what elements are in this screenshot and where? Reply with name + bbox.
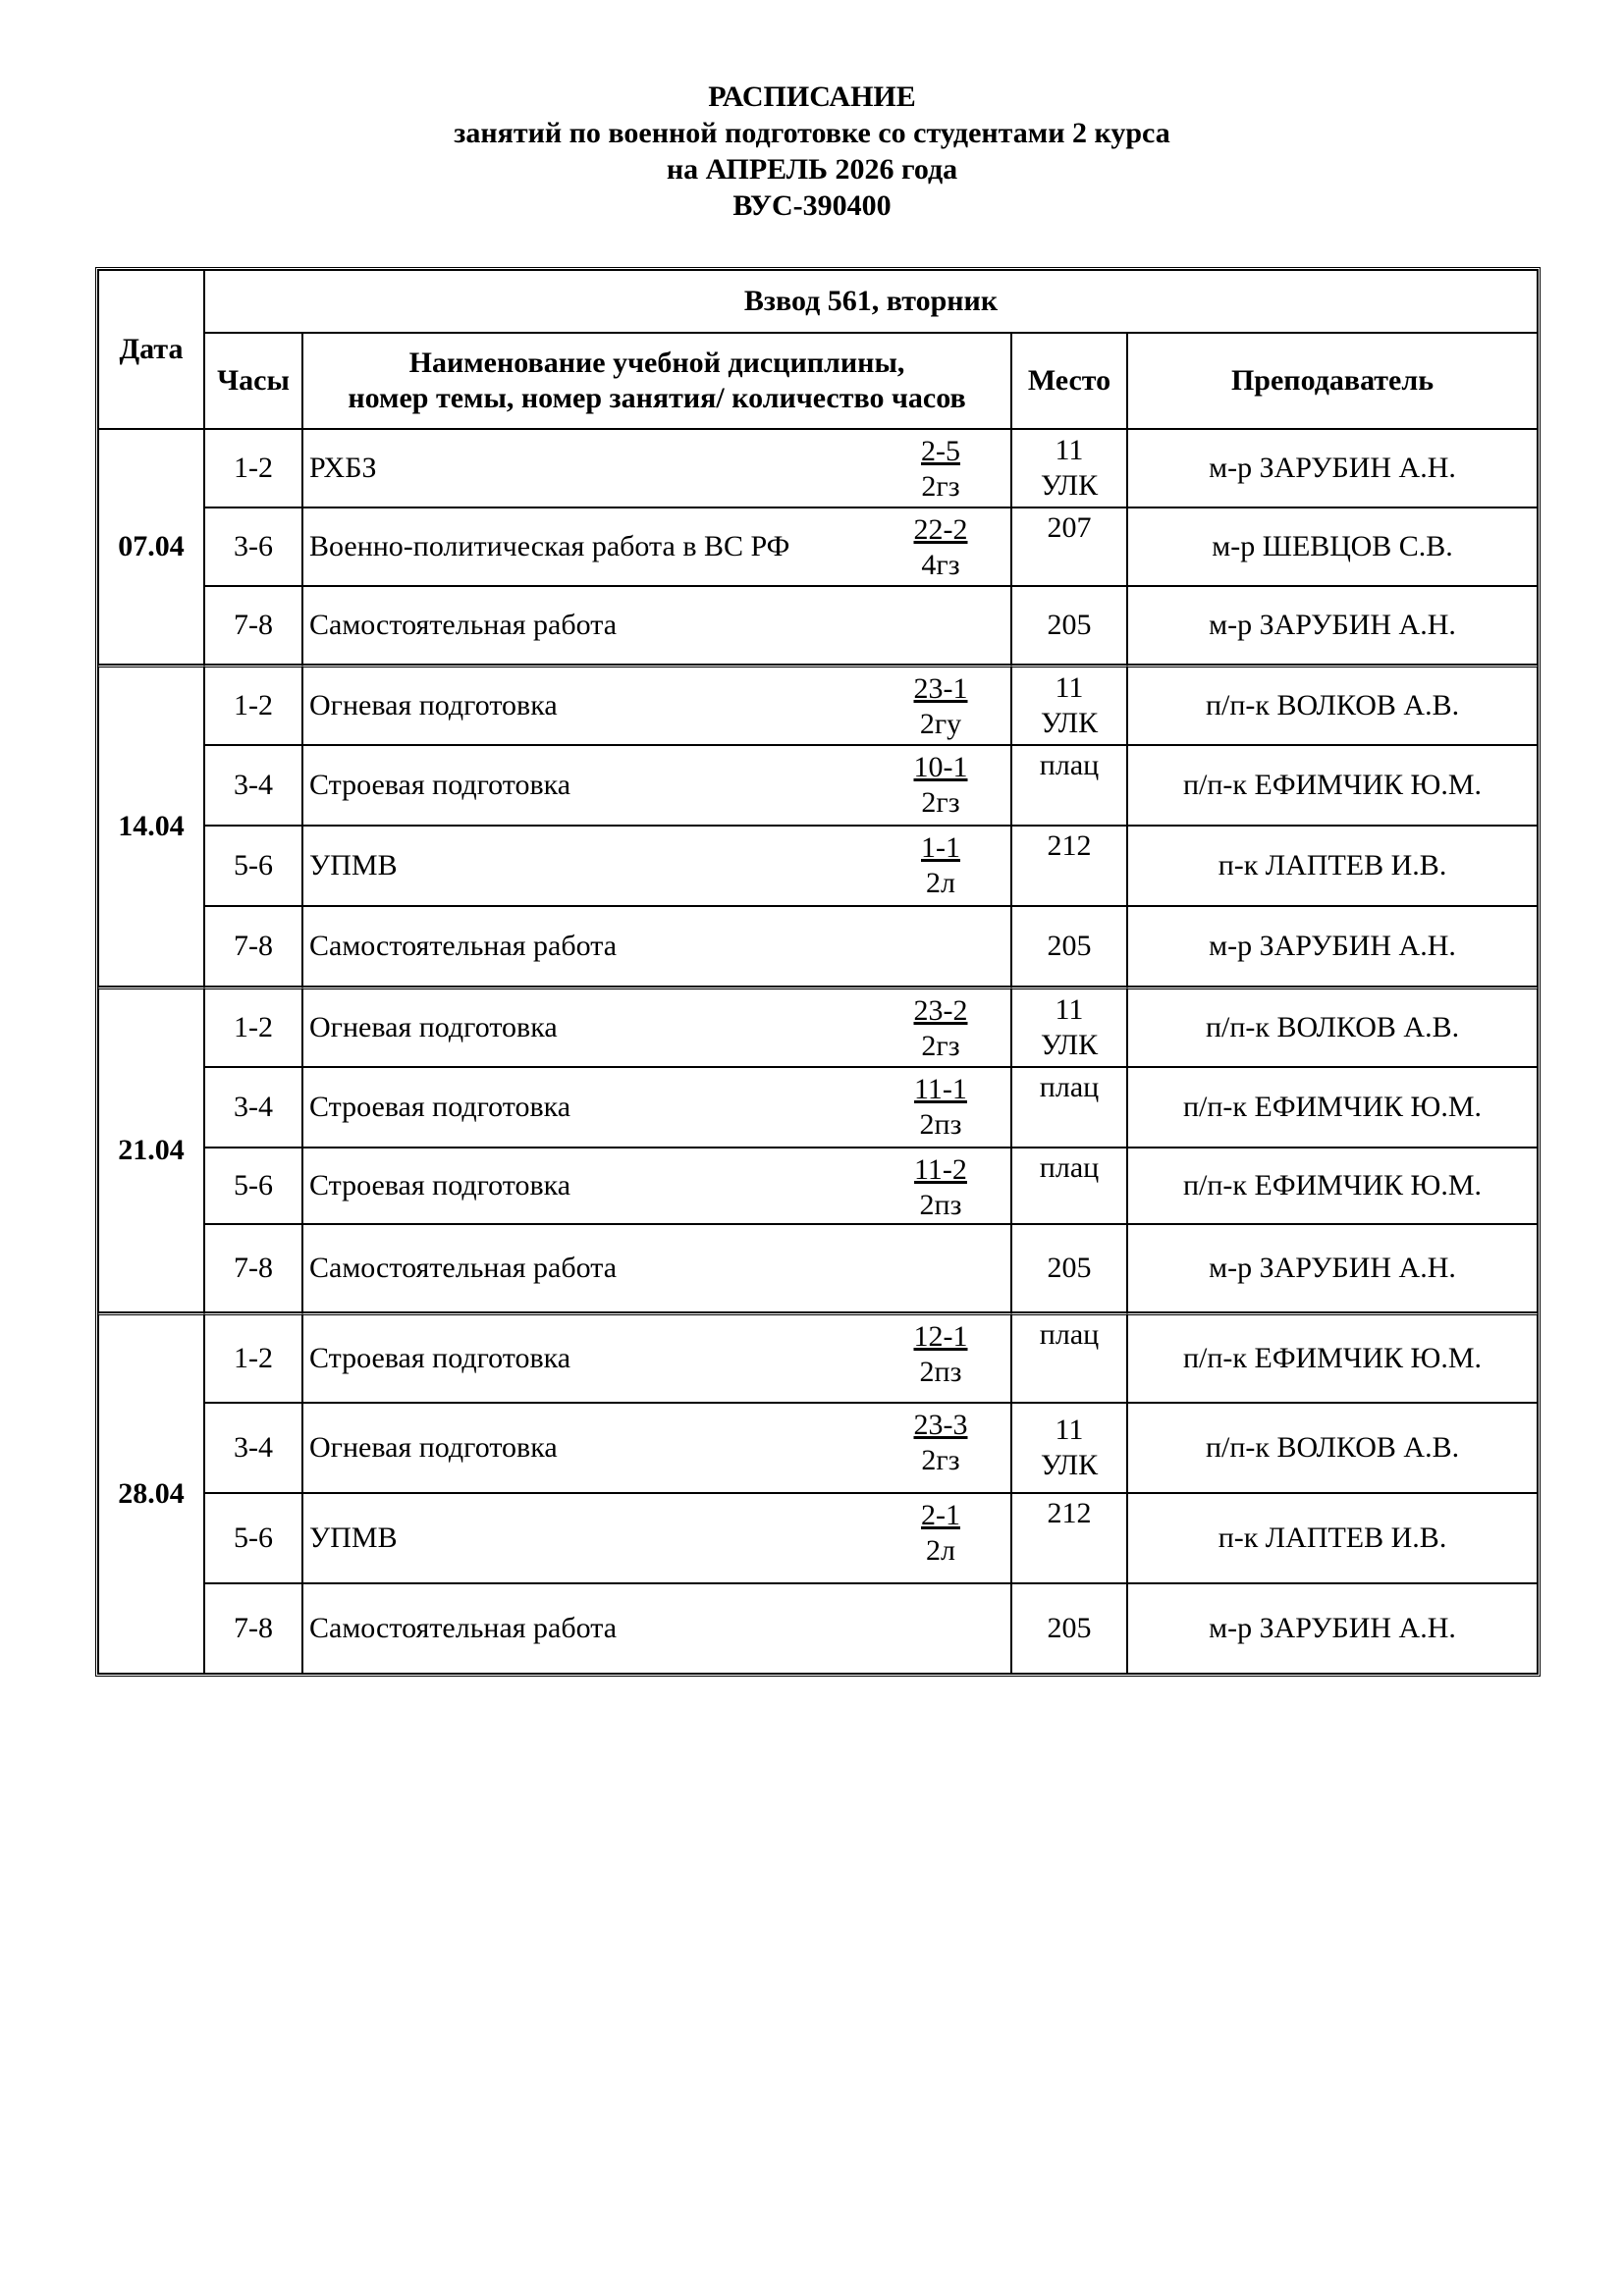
hours-cell: 3-4 — [204, 1067, 302, 1148]
place-cell — [1011, 1224, 1127, 1312]
teacher-cell: п-к ЛАПТЕВ И.В. — [1127, 1493, 1538, 1583]
subject-name: Огневая подготовка — [309, 1011, 558, 1043]
teacher-cell: п/п-к ВОЛКОВ А.В. — [1127, 665, 1538, 745]
topic-number: 11-2 — [914, 1153, 967, 1186]
subject-cell — [302, 906, 1011, 987]
document-header — [0, 79, 1624, 224]
table-row — [98, 745, 1538, 826]
place-cell — [1011, 507, 1127, 586]
doc-period: на АПРЕЛЬ 2026 года — [666, 153, 958, 186]
subject-cell — [302, 745, 1011, 826]
subject-cell — [302, 1067, 1011, 1148]
lesson-type: 2л — [926, 867, 955, 899]
subject-name: Военно-политическая работа в ВС РФ — [309, 530, 790, 562]
subject-cell — [302, 429, 1011, 507]
subject-cell — [302, 507, 1011, 586]
lesson-type: 2гз — [921, 786, 960, 819]
hours-cell: 7-8 — [204, 586, 302, 665]
subject-cell — [302, 987, 1011, 1067]
column-header-subject-line1: Наименование учебной дисциплины, — [408, 347, 905, 379]
table-row — [98, 507, 1538, 586]
teacher-cell: м-р ЗАРУБИН А.Н. — [1127, 906, 1538, 987]
table-row — [98, 1148, 1538, 1224]
subject-name: РХБЗ — [309, 452, 377, 484]
place-line1: 205 — [1047, 1612, 1092, 1644]
table-row — [98, 1224, 1538, 1312]
hours-cell: 1-2 — [204, 987, 302, 1067]
topic-code — [906, 993, 975, 1064]
schedule-table — [95, 267, 1541, 1677]
lesson-type: 2пз — [919, 1356, 962, 1388]
place-line1: 205 — [1047, 930, 1092, 962]
subject-name: Самостоятельная работа — [309, 1612, 618, 1644]
place-line1: 212 — [1047, 1497, 1092, 1529]
place-cell — [1011, 745, 1127, 826]
doc-code: ВУС-390400 — [732, 189, 892, 222]
subject-name: Строевая подготовка — [309, 1342, 571, 1374]
table-row — [98, 1312, 1538, 1403]
hours-cell: 1-2 — [204, 665, 302, 745]
schedule-body — [98, 429, 1538, 1674]
place-line2: УЛК — [1040, 469, 1099, 502]
place-cell — [1011, 586, 1127, 665]
place-line2: УЛК — [1040, 1029, 1099, 1061]
teacher-cell: м-р ЗАРУБИН А.Н. — [1127, 1224, 1538, 1312]
topic-number: 2-5 — [921, 435, 960, 467]
topic-code — [906, 1152, 975, 1223]
subject-name: Самостоятельная работа — [309, 930, 618, 962]
place-cell — [1011, 665, 1127, 745]
place-line1: 205 — [1047, 1252, 1092, 1284]
place-cell — [1011, 1067, 1127, 1148]
place-line1: 11 — [1055, 1414, 1084, 1446]
topic-number: 10-1 — [913, 751, 968, 783]
table-row — [98, 1403, 1538, 1493]
topic-number: 23-3 — [913, 1409, 968, 1441]
hours-cell: 3-4 — [204, 745, 302, 826]
date-cell: 07.04 — [98, 429, 204, 665]
table-row — [98, 826, 1538, 906]
hours-cell: 1-2 — [204, 429, 302, 507]
place-line2: УЛК — [1040, 707, 1099, 739]
teacher-cell: п/п-к ВОЛКОВ А.В. — [1127, 1403, 1538, 1493]
table-row — [98, 665, 1538, 745]
lesson-type: 4гз — [921, 549, 960, 581]
column-header-subject — [302, 333, 1011, 429]
teacher-cell: п/п-к ЕФИМЧИК Ю.М. — [1127, 1312, 1538, 1403]
column-header-hours: Часы — [204, 333, 302, 429]
table-row — [98, 1067, 1538, 1148]
subject-cell — [302, 1148, 1011, 1224]
topic-number: 22-2 — [913, 513, 968, 546]
place-line1: плац — [1039, 1318, 1100, 1351]
hours-cell: 5-6 — [204, 1148, 302, 1224]
topic-code — [906, 1408, 975, 1478]
teacher-cell: п/п-к ЕФИМЧИК Ю.М. — [1127, 745, 1538, 826]
teacher-cell: п-к ЛАПТЕВ И.В. — [1127, 826, 1538, 906]
topic-code — [906, 671, 975, 742]
lesson-type: 2пз — [919, 1189, 962, 1221]
subject-name: УПМВ — [309, 849, 398, 881]
topic-number: 23-2 — [913, 994, 968, 1027]
place-cell — [1011, 1403, 1127, 1493]
place-cell — [1011, 429, 1127, 507]
topic-code — [906, 1498, 975, 1569]
hours-cell: 1-2 — [204, 1312, 302, 1403]
topic-code — [906, 1072, 975, 1143]
hours-cell: 3-6 — [204, 507, 302, 586]
lesson-type: 2гу — [919, 708, 962, 740]
hours-cell: 5-6 — [204, 826, 302, 906]
topic-code — [906, 750, 975, 821]
subject-name: Строевая подготовка — [309, 1091, 571, 1123]
teacher-cell: м-р ЗАРУБИН А.Н. — [1127, 429, 1538, 507]
subject-name: Строевая подготовка — [309, 769, 571, 801]
subject-name: Самостоятельная работа — [309, 609, 618, 641]
place-line1: плац — [1039, 749, 1100, 781]
topic-number: 23-1 — [913, 672, 968, 705]
hours-cell: 7-8 — [204, 1583, 302, 1674]
place-cell — [1011, 987, 1127, 1067]
hours-cell: 7-8 — [204, 906, 302, 987]
place-line1: 212 — [1047, 829, 1092, 862]
column-header-date: Дата — [98, 270, 204, 429]
topic-code — [906, 830, 975, 901]
group-title: Взвод 561, вторник — [204, 270, 1538, 333]
lesson-type: 2гз — [921, 1030, 960, 1062]
teacher-cell: м-р ЗАРУБИН А.Н. — [1127, 1583, 1538, 1674]
teacher-cell: п/п-к ЕФИМЧИК Ю.М. — [1127, 1148, 1538, 1224]
subject-cell — [302, 1312, 1011, 1403]
place-cell — [1011, 826, 1127, 906]
subject-cell — [302, 665, 1011, 745]
place-cell — [1011, 1493, 1127, 1583]
subject-cell — [302, 826, 1011, 906]
subject-cell — [302, 1403, 1011, 1493]
subject-name: Огневая подготовка — [309, 689, 558, 721]
place-cell — [1011, 1148, 1127, 1224]
doc-subtitle: занятий по военной подготовке со студентами 2 курса — [454, 117, 1170, 149]
table-row — [98, 429, 1538, 507]
table-row — [98, 1583, 1538, 1674]
table-row — [98, 586, 1538, 665]
hours-cell: 7-8 — [204, 1224, 302, 1312]
doc-title: РАСПИСАНИЕ — [708, 80, 916, 113]
date-cell: 21.04 — [98, 987, 204, 1312]
lesson-type: 2гз — [921, 1444, 960, 1476]
subject-name: Строевая подготовка — [309, 1169, 571, 1201]
place-line1: 11 — [1055, 434, 1084, 466]
table-row — [98, 906, 1538, 987]
topic-code — [906, 1319, 975, 1390]
table-row — [98, 1493, 1538, 1583]
column-header-subject-line2: номер темы, номер занятия/ количество часов — [348, 382, 966, 414]
column-header-teacher: Преподаватель — [1127, 333, 1538, 429]
place-line1: 207 — [1047, 511, 1092, 544]
teacher-cell: п/п-к ЕФИМЧИК Ю.М. — [1127, 1067, 1538, 1148]
subject-name: Огневая подготовка — [309, 1431, 558, 1464]
table-row — [98, 987, 1538, 1067]
date-cell: 28.04 — [98, 1312, 204, 1674]
place-line1: 11 — [1055, 993, 1084, 1026]
subject-cell — [302, 1493, 1011, 1583]
topic-code — [906, 434, 975, 505]
place-line1: 205 — [1047, 609, 1092, 641]
hours-cell: 5-6 — [204, 1493, 302, 1583]
teacher-cell: м-р ЗАРУБИН А.Н. — [1127, 586, 1538, 665]
topic-number: 2-1 — [921, 1499, 960, 1531]
place-line2: УЛК — [1040, 1449, 1099, 1481]
place-line1: плац — [1039, 1071, 1100, 1103]
column-header-place: Место — [1011, 333, 1127, 429]
subject-name: УПМВ — [309, 1522, 398, 1554]
place-cell — [1011, 1312, 1127, 1403]
place-line1: 11 — [1055, 671, 1084, 704]
subject-name: Самостоятельная работа — [309, 1252, 618, 1284]
subject-cell — [302, 586, 1011, 665]
subject-cell — [302, 1583, 1011, 1674]
lesson-type: 2л — [926, 1534, 955, 1567]
topic-code — [906, 512, 975, 583]
topic-number: 11-1 — [914, 1073, 967, 1105]
topic-number: 1-1 — [921, 831, 960, 864]
place-line1: плац — [1039, 1151, 1100, 1184]
topic-number: 12-1 — [913, 1320, 968, 1353]
lesson-type: 2пз — [919, 1108, 962, 1141]
place-cell — [1011, 906, 1127, 987]
date-cell: 14.04 — [98, 665, 204, 987]
hours-cell: 3-4 — [204, 1403, 302, 1493]
place-cell — [1011, 1583, 1127, 1674]
subject-cell — [302, 1224, 1011, 1312]
teacher-cell: п/п-к ВОЛКОВ А.В. — [1127, 987, 1538, 1067]
teacher-cell: м-р ШЕВЦОВ С.В. — [1127, 507, 1538, 586]
lesson-type: 2гз — [921, 470, 960, 503]
